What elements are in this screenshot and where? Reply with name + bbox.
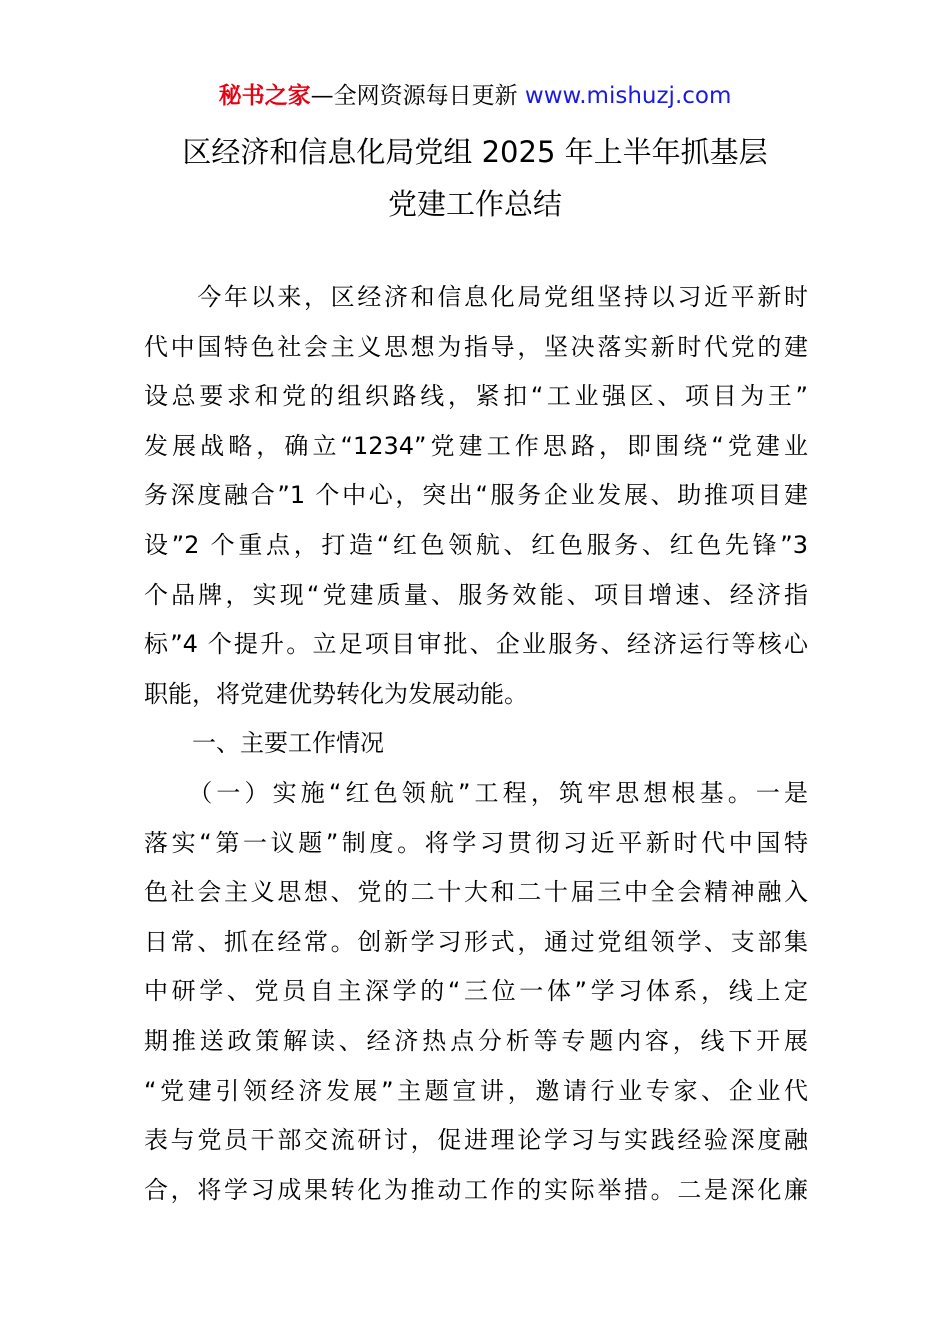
title-line-2: 党建工作总结	[387, 187, 562, 221]
body-line: 今年以来，区经济和信息化局党组坚持以习近平新时	[144, 283, 808, 311]
document-title	[0, 126, 950, 230]
body-line: 合，将学习成果转化为推动工作的实际举措。二是深化廉	[144, 1175, 808, 1204]
section-heading: 一、主要工作情况	[144, 729, 384, 758]
body-line: 职能，将党建优势转化为发展动能。	[144, 679, 528, 708]
body-line: 期推送政策解读、经济热点分析等专题内容，线下开展	[144, 1026, 808, 1055]
body-line: 色社会主义思想、党的二十大和二十届三中全会精神融入	[144, 878, 808, 907]
site-brand: 秘书之家	[218, 83, 311, 109]
document-body	[144, 273, 808, 1215]
body-line: 代中国特色社会主义思想为指导，坚决落实新时代党的建	[144, 332, 808, 361]
body-line: （一）实施“红色领航”工程，筑牢思想根基。一是	[144, 778, 808, 807]
body-line: 设总要求和党的组织路线，紧扣“工业强区、项目为王”	[144, 382, 808, 411]
body-line: 落实“第一议题”制度。将学习贯彻习近平新时代中国特	[144, 828, 808, 857]
title-line-1: 区经济和信息化局党组 2025 年上半年抓基层	[182, 135, 768, 169]
body-line: 发展战略，确立“1234”党建工作思路，即围绕“党建业	[144, 431, 808, 460]
site-header	[0, 80, 950, 112]
site-slogan: —全网资源每日更新	[310, 83, 525, 109]
body-line: 标”4 个提升。立足项目审批、企业服务、经济运行等核心	[144, 630, 808, 659]
body-line: 个品牌，实现“党建质量、服务效能、项目增速、经济指	[144, 580, 808, 609]
site-url-link[interactable]: www.mishuzj.com	[524, 83, 732, 109]
body-line: “党建引领经济发展”主题宣讲，邀请行业专家、企业代	[144, 1076, 808, 1105]
body-line: 中研学、党员自主深学的“三位一体”学习体系，线上定	[144, 977, 808, 1006]
body-line: 务深度融合”1 个中心，突出“服务企业发展、助推项目建	[144, 481, 808, 510]
body-line: 日常、抓在经常。创新学习形式，通过党组领学、支部集	[144, 927, 808, 956]
body-line: 设”2 个重点，打造“红色领航、红色服务、红色先锋”3	[144, 530, 808, 559]
body-line: 表与党员干部交流研讨，促进理论学习与实践经验深度融	[144, 1126, 808, 1155]
